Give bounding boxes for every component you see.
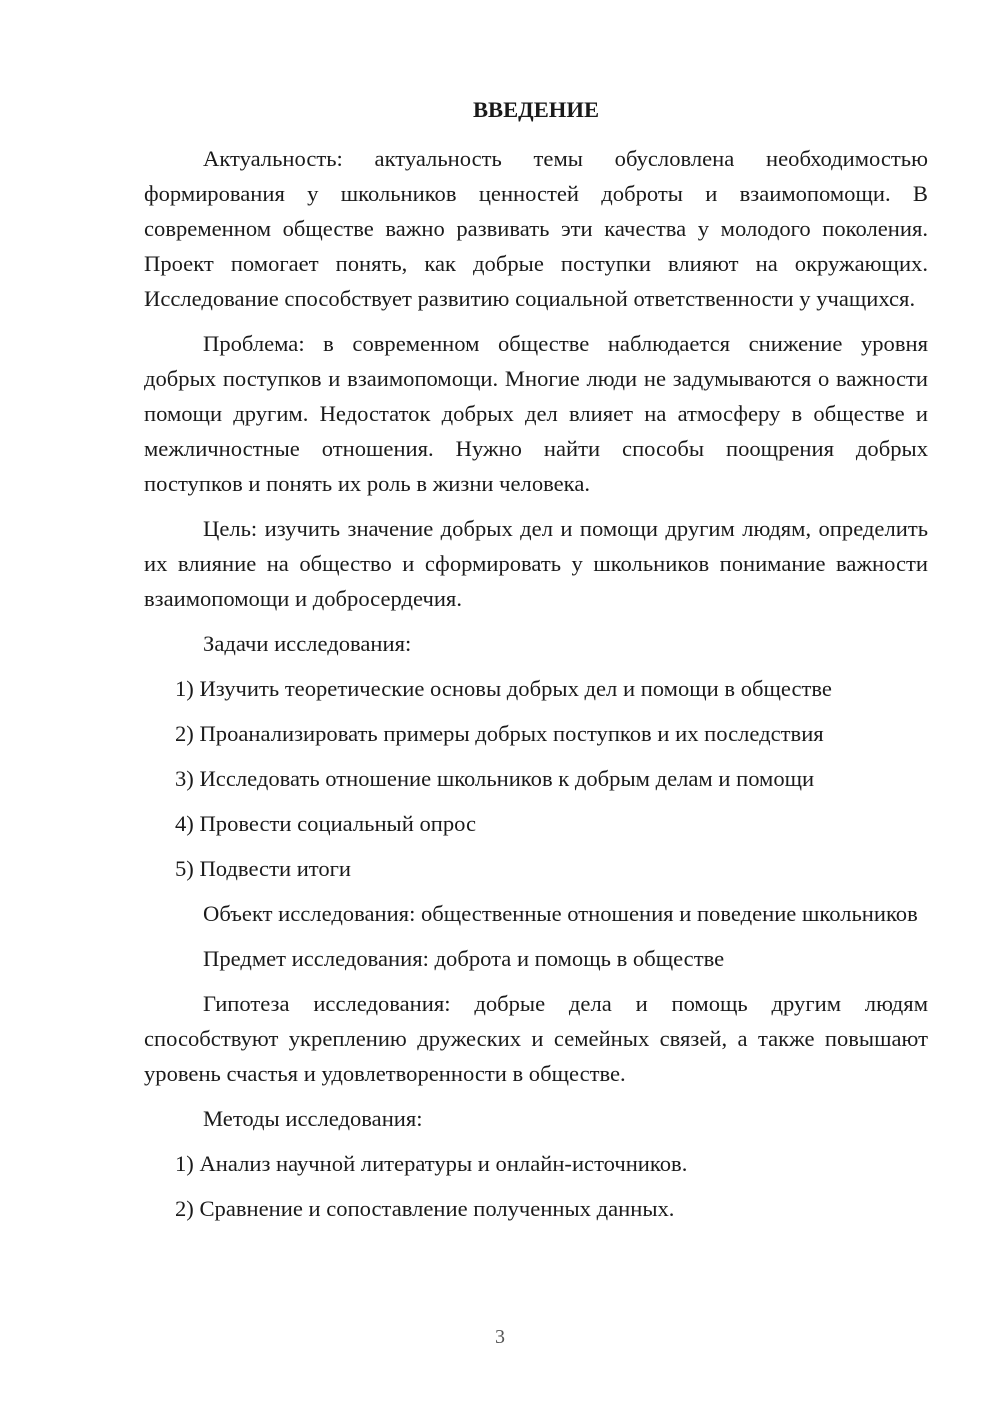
task-item: 4) Провести социальный опрос (175, 811, 477, 836)
method-item: 1) Анализ научной литературы и онлайн-источников. (175, 1151, 688, 1176)
task-item: 1) Изучить теоретические основы добрых дел и помощи в обществе (175, 676, 832, 701)
hypothesis-paragraph: Гипотеза исследования: добрые дела и помощь другим людям способствуют укреплению дружеских и семейных связей, а также повышают уровень счастья и удовлетворенности в обществе. (144, 991, 928, 1086)
page-number: 3 (495, 1326, 505, 1348)
object-paragraph: Объект исследования: общественные отношения и поведение школьников (203, 901, 918, 926)
task-item: 2) Проанализировать примеры добрых поступков и их последствия (175, 721, 824, 746)
relevance-paragraph: Актуальность: актуальность темы обусловлена необходимостью формирования у школьников ценностей доброты и взаимопомощи. В современном обществе важно развивать эти качества у молодого поколения. Проект помогает понять, как добрые поступки влияют на окружающих. Исследование способствует развитию социальной ответственности у учащихся. (144, 146, 928, 311)
document-page (144, 92, 928, 1236)
task-item: 5) Подвести итоги (175, 856, 352, 881)
goal-paragraph: Цель: изучить значение добрых дел и помощи другим людям, определить их влияние на общество и сформировать у школьников понимание важности взаимопомощи и добросердечия. (144, 516, 928, 611)
subject-paragraph: Предмет исследования: доброта и помощь в обществе (203, 946, 725, 971)
tasks-heading: Задачи исследования: (203, 631, 412, 656)
task-item: 3) Исследовать отношение школьников к добрым делам и помощи (175, 766, 815, 791)
tasks-list (144, 671, 928, 886)
method-item: 2) Сравнение и сопоставление полученных данных. (175, 1196, 675, 1221)
methods-heading: Методы исследования: (203, 1106, 423, 1131)
section-title: ВВЕДЕНИЕ (472, 97, 600, 122)
problem-paragraph: Проблема: в современном обществе наблюдается снижение уровня добрых поступков и взаимопомощи. Многие люди не задумываются о важности помощи другим. Недостаток добрых дел влияет на атмосферу в обществе и межличностные отношения. Нужно найти способы поощрения добрых поступков и понять их роль в жизни человека. (144, 331, 928, 496)
methods-list (144, 1146, 928, 1226)
